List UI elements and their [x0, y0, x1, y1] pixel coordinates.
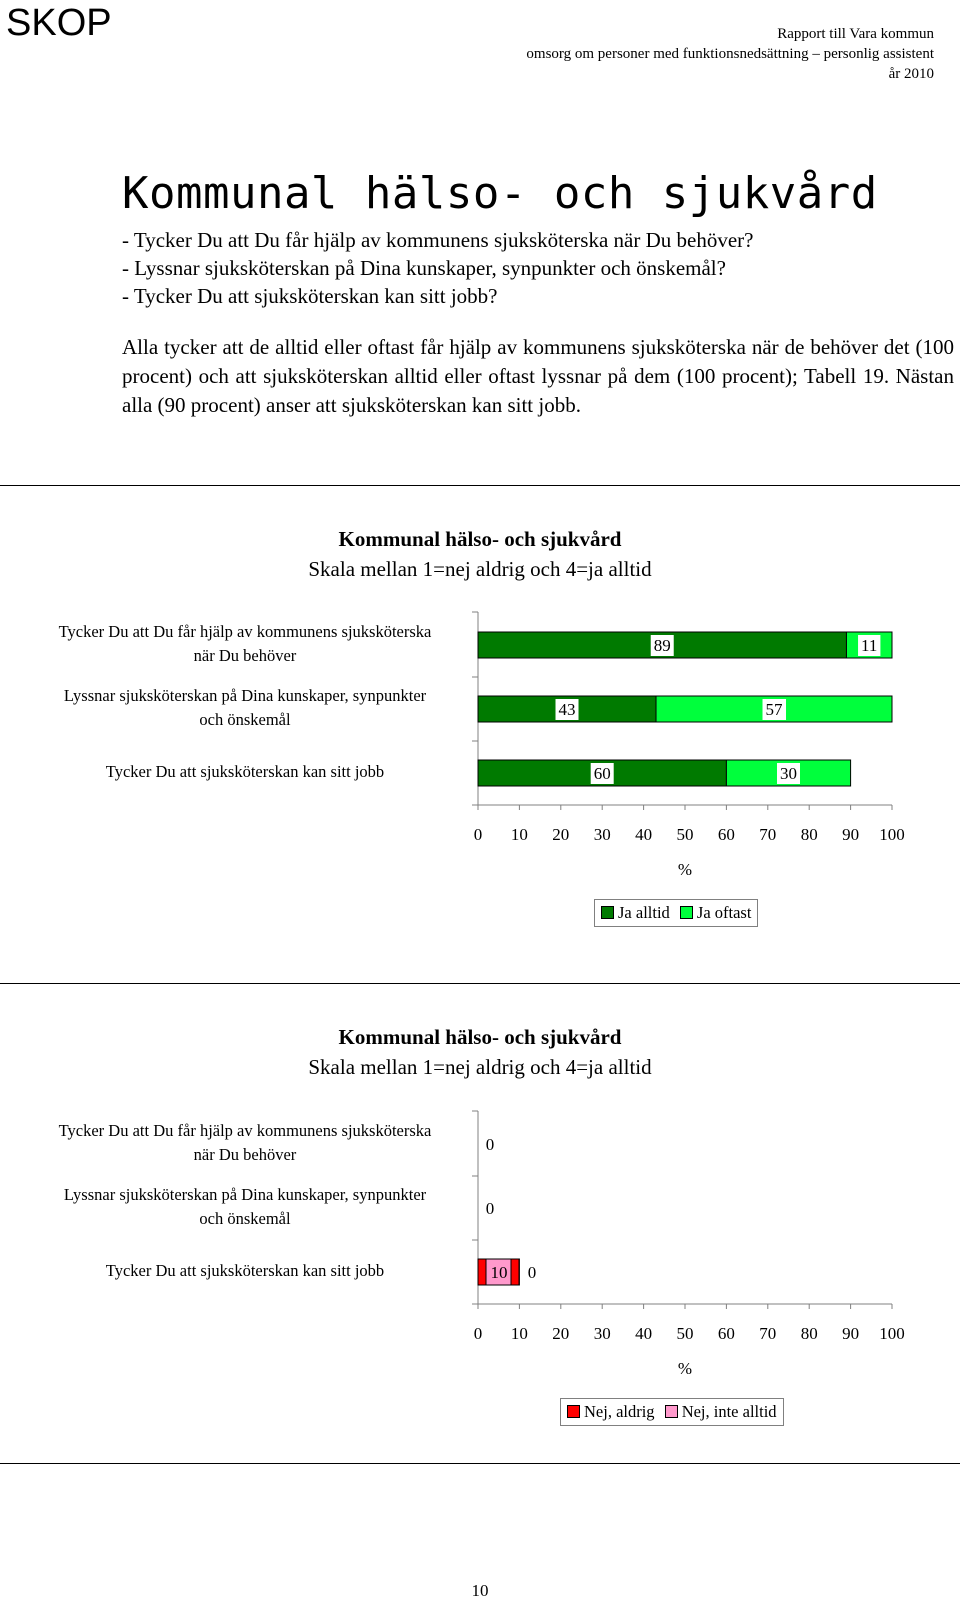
x-tick-label: 70	[759, 1324, 777, 1343]
x-tick-label: 50	[676, 825, 694, 844]
x-tick-label: 50	[676, 1324, 694, 1343]
legend-swatch	[567, 1405, 580, 1418]
report-header-line: Rapport till Vara kommun	[777, 26, 934, 42]
x-tick-label: 90	[842, 825, 860, 844]
x-tick-label: 20	[552, 1324, 570, 1343]
chart-plot	[0, 485, 960, 885]
question-item: - Tycker Du att sjuksköterskan kan sitt jobb?	[122, 284, 498, 308]
x-tick-label: 10	[510, 1324, 528, 1343]
legend-swatch	[665, 1405, 678, 1418]
x-tick-label: 60	[717, 825, 735, 844]
legend-swatch	[601, 906, 614, 919]
data-label: 57	[765, 700, 783, 719]
report-header	[526, 24, 934, 84]
category-label-line: Tycker Du att sjuksköterskan kan sitt jobb	[105, 1261, 385, 1280]
x-tick-label: 20	[552, 825, 570, 844]
data-label: 89	[653, 636, 671, 655]
category-label-line: Lyssnar sjuksköterskan på Dina kunskaper, synpunkter	[63, 686, 427, 705]
chart-legend	[560, 1398, 784, 1426]
legend-entry	[567, 1402, 655, 1422]
x-tick-label: 80	[800, 1324, 818, 1343]
bar-segment	[511, 1259, 519, 1285]
legend-entry	[601, 903, 670, 923]
category-label-line: och önskemål	[199, 710, 291, 729]
legend-label: Ja oftast	[696, 903, 752, 922]
x-tick-label: 30	[593, 1324, 611, 1343]
data-label: 0	[485, 1199, 495, 1218]
x-tick-label: 70	[759, 825, 777, 844]
question-item: - Tycker Du att Du får hjälp av kommunens sjuksköterska när Du behöver?	[122, 228, 754, 252]
bar-segment	[478, 1259, 486, 1285]
chart-plot	[0, 983, 960, 1383]
report-header-line: år 2010	[888, 66, 934, 82]
category-label-line: när Du behöver	[193, 646, 297, 665]
x-axis-label: %	[677, 860, 693, 879]
question-list	[122, 226, 753, 310]
category-label-line: Tycker Du att sjuksköterskan kan sitt jobb	[105, 762, 385, 781]
chart-title: Kommunal hälso- och sjukvård	[338, 1025, 622, 1049]
x-tick-label: 0	[473, 1324, 483, 1343]
category-label-line: och önskemål	[199, 1209, 291, 1228]
legend-swatch	[680, 906, 693, 919]
data-label: 30	[780, 764, 797, 783]
data-label: 11	[861, 636, 878, 655]
divider	[0, 1463, 960, 1464]
page-number: 10	[471, 1581, 489, 1600]
category-label-line: när Du behöver	[193, 1145, 297, 1164]
data-label: 0	[485, 1135, 495, 1154]
chart-ja	[0, 485, 960, 983]
data-label: 0	[527, 1263, 537, 1282]
x-tick-label: 40	[635, 1324, 653, 1343]
chart-title: Kommunal hälso- och sjukvård	[338, 527, 622, 551]
legend-label: Nej, aldrig	[584, 1402, 655, 1421]
chart-legend	[594, 899, 758, 927]
x-axis-label: %	[677, 1359, 693, 1378]
legend-entry	[680, 903, 752, 923]
chart-nej	[0, 983, 960, 1463]
data-label: 10	[490, 1263, 508, 1282]
legend-entry	[665, 1402, 777, 1422]
data-label: 60	[593, 764, 611, 783]
x-tick-label: 90	[842, 1324, 860, 1343]
x-tick-label: 10	[510, 825, 528, 844]
category-label-line: Tycker Du att Du får hjälp av kommunens sjuksköterska	[58, 1121, 432, 1140]
data-label: 43	[558, 700, 576, 719]
x-tick-label: 100	[879, 825, 905, 844]
legend-label: Ja alltid	[618, 903, 670, 922]
report-header-line: omsorg om personer med funktionsnedsättning – personlig assistent	[526, 46, 934, 62]
x-tick-label: 100	[879, 1324, 905, 1343]
category-label-line: Tycker Du att Du får hjälp av kommunens sjuksköterska	[58, 622, 432, 641]
category-label-line: Lyssnar sjuksköterskan på Dina kunskaper, synpunkter	[63, 1185, 427, 1204]
legend-label: Nej, inte alltid	[681, 1402, 777, 1421]
body-paragraph: Alla tycker att de alltid eller oftast får hjälp av kommunens sjuksköterska när de behöver det (100 procent) och att sjuksköterskan alltid eller oftast lyssnar på dem (100 procent); Tabell 19. Nästan alla (90 procent) anser att sjuksköterskan kan sitt jobb.	[122, 335, 954, 417]
chart-subtitle: Skala mellan 1=nej aldrig och 4=ja alltid	[308, 557, 652, 581]
x-tick-label: 30	[593, 825, 611, 844]
question-item: - Lyssnar sjuksköterskan på Dina kunskaper, synpunkter och önskemål?	[122, 256, 726, 280]
logo: SKOP	[6, 2, 112, 44]
x-tick-label: 80	[800, 825, 818, 844]
page-title: Kommunal hälso- och sjukvård	[122, 168, 878, 219]
x-tick-label: 60	[717, 1324, 735, 1343]
chart-subtitle: Skala mellan 1=nej aldrig och 4=ja alltid	[308, 1055, 652, 1079]
x-tick-label: 0	[473, 825, 483, 844]
x-tick-label: 40	[635, 825, 653, 844]
